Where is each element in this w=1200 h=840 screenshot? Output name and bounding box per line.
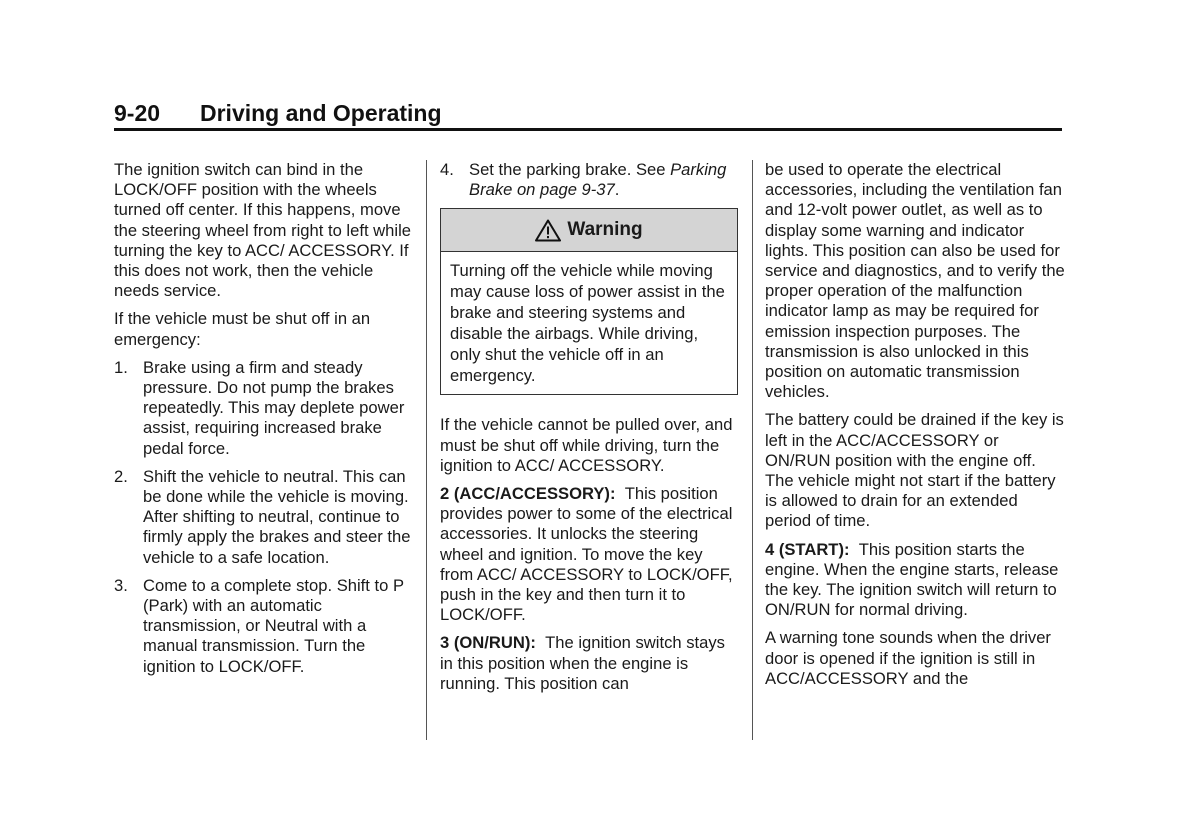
paragraph-start	[765, 540, 1065, 621]
header-rule	[114, 128, 1062, 131]
column-middle	[440, 160, 738, 702]
warning-title: Warning	[567, 219, 643, 241]
term-text: This position provides power to some of the electrical accessories. It unlocks the steering wheel and ignition. To move the key from ACC/ ACCESSORY to LOCK/OFF, push in the key and then turn it to LOCK/OFF.	[440, 484, 733, 625]
warning-box	[440, 208, 738, 395]
step-text	[469, 160, 738, 200]
step-number: 1.	[114, 357, 128, 377]
term-text: This position starts the engine. When the engine starts, release the key. The ignition switch will return to ON/RUN for normal driving.	[765, 539, 1059, 620]
step-text: Brake using a firm and steady pressure. Do not pump the brakes repeatedly. This may deplete power assist, requiring increased brake pedal force.	[143, 357, 405, 458]
term-label: 4 (START):	[765, 539, 850, 559]
emergency-steps	[114, 358, 414, 677]
column-divider	[426, 160, 427, 740]
step-number: 2.	[114, 466, 128, 486]
paragraph: be used to operate the electrical accessories, including the ventilation fan and 12‑volt power outlet, as well as to display some warning and indicator lights. This position can also be used for service and diagnostics, and to verify the proper operation of the malfunction indicator lamp as may be required for emission inspection purposes. The transmission is also unlocked in this position on automatic transmission vehicles.	[765, 160, 1065, 402]
paragraph: The battery could be drained if the key is left in the ACC/ACCESSORY or ON/RUN position with the engine off. The vehicle might not start if the battery is allowed to drain for an extended period of time.	[765, 410, 1064, 531]
list-item	[114, 358, 414, 459]
column-divider	[752, 160, 753, 740]
step-text-main: Set the parking brake. See	[469, 160, 666, 179]
step-number: 3.	[114, 575, 128, 595]
warning-body: Turning off the vehicle while moving may cause loss of power assist in the brake and steering systems and disable the airbags. While driving, only shut the vehicle off in an emergency.	[450, 261, 725, 386]
step-text: Come to a complete stop. Shift to P (Park) with an automatic transmission, or Neutral with a manual transmission. Turn the ignition to LOCK/OFF.	[143, 575, 404, 676]
step-number: 4.	[440, 160, 454, 179]
term-text: The ignition switch stays in this position when the engine is running. This position can	[440, 633, 725, 693]
emergency-steps-cont	[440, 160, 738, 200]
warning-header	[441, 209, 737, 252]
term-label: 2 (ACC/ACCESSORY):	[440, 484, 616, 504]
list-item	[114, 467, 414, 568]
page-header	[114, 100, 1062, 127]
term-label: 3 (ON/RUN):	[440, 633, 536, 653]
paragraph-acc	[440, 484, 738, 625]
list-item	[440, 160, 738, 200]
warning-triangle-icon	[535, 219, 561, 242]
paragraph: If the vehicle must be shut off in an emergency:	[114, 309, 371, 349]
column-right	[765, 160, 1065, 697]
paragraph: If the vehicle cannot be pulled over, and must be shut off while driving, turn the ignition to ACC/ ACCESSORY.	[440, 415, 733, 475]
page-number: 9-20	[114, 100, 161, 126]
paragraph-on-run	[440, 633, 738, 694]
section-title: Driving and Operating	[200, 100, 442, 126]
step-text-end: .	[614, 180, 620, 200]
cross-reference-link[interactable]: Parking Brake on page 9-37	[469, 160, 727, 200]
paragraph: The ignition switch can bind in the LOCK/OFF position with the wheels turned off center. If this happens, move the steering wheel from right to left while turning the key to ACC/ ACCESSORY. If this does not work, then the vehicle needs service.	[114, 160, 411, 301]
column-left	[114, 160, 414, 685]
list-item	[114, 576, 414, 677]
paragraph: A warning tone sounds when the driver door is opened if the ignition is still in ACC/ACCESSORY and the	[765, 628, 1051, 688]
step-text: Shift the vehicle to neutral. This can be done while the vehicle is moving. After shifting to neutral, continue to firmly apply the brakes and steer the vehicle to a safe location.	[143, 466, 411, 567]
